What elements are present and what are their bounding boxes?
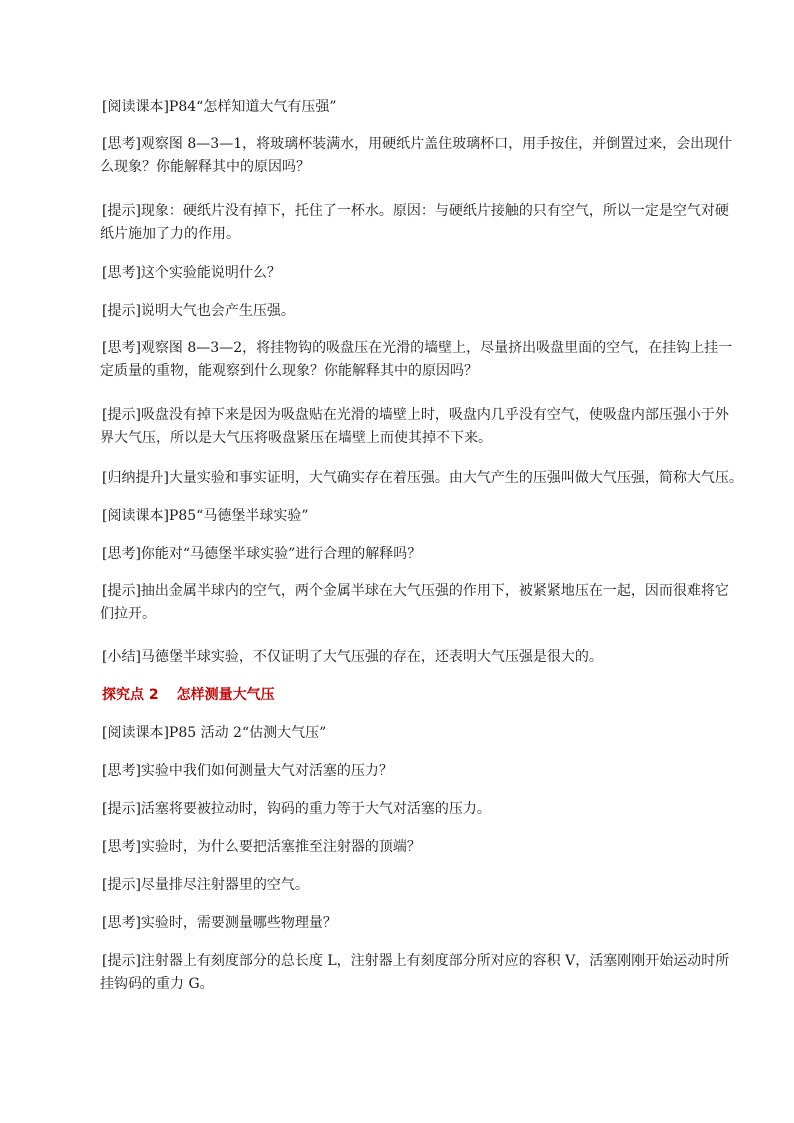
section-heading [102,684,722,707]
text-line: [提示]抽出金属半球内的空气，两个金属半球在大气压强的作用下，被紧紧地压在一起，因而很难将它 [102,583,729,599]
text-line: [归纳提升]大量实验和事实证明，大气确实存在着压强。由大气产生的压强叫做大气压强，简称大气压。 [102,470,743,486]
paragraph-hint-pressure [102,300,722,323]
paragraph-hint-paper-card [100,200,729,246]
text-line: [小结]马德堡半球实验，不仅证明了大气压强的存在，还表明大气压强是很大的。 [102,649,603,665]
paragraph-hint-magdeburg [100,580,729,626]
text-line: [提示]注射器上有刻度部分的总长度 L，注射器上有刻度部分所对应的容积 V，活塞刚刚开始运动时所 [102,953,730,969]
paragraph-read-p84 [102,96,722,119]
paragraph-think-quantities [102,912,722,935]
text-line: [思考]实验中我们如何测量大气对活塞的压力？ [102,763,393,779]
paragraph-think-push-piston [102,836,722,859]
paragraph-summary-atmospheric-pressure [102,467,743,490]
paragraph-hint-suction-cup [100,404,729,450]
text-line: 界大气压，所以是大气压将吸盘紧压在墙壁上而使其掉不下来。 [100,430,492,446]
text-line: 纸片施加了力的作用。 [100,226,240,242]
text-line: [提示]吸盘没有掉下来是因为吸盘贴在光滑的墙壁上时，吸盘内几乎没有空气，使吸盘内部压强小于外 [102,407,729,423]
text-line: [提示]活塞将要被拉动时，钩码的重力等于大气对活塞的压力。 [102,801,491,817]
text-line: [思考]实验时，为什么要把活塞推至注射器的顶端？ [102,839,421,855]
paragraph-read-p85 [102,505,722,528]
text-line: 挂钩码的重力 G。 [100,976,214,992]
text-line: [阅读课本]P85“马德堡半球实验” [102,508,309,524]
paragraph-think-fig-8-3-2 [100,337,733,383]
paragraph-think-fig-8-3-1 [100,133,733,179]
text-line: [提示]说明大气也会产生压强。 [102,303,295,319]
text-line: [思考]实验时，需要测量哪些物理量？ [102,915,337,931]
text-line: [提示]现象：硬纸片没有掉下，托住了一杯水。原因：与硬纸片接触的只有空气，所以一定是空气对硬 [102,203,729,219]
text-line: [思考]观察图 8—3—1，将玻璃杯装满水，用硬纸片盖住玻璃杯口，用手按住，并倒置过来，会出现什 [102,136,733,152]
paragraph-hint-quantities [100,950,730,996]
text-line: [阅读课本]P84“怎样知道大气有压强” [102,99,337,115]
text-line: 么现象？你能解释其中的原因吗？ [100,159,310,175]
paragraph-conclusion-magdeburg [102,646,722,669]
paragraph-think-experiment [102,262,722,285]
paragraph-think-magdeburg [102,543,722,566]
paragraph-hint-expel-air [102,874,722,897]
section-title: 怎样测量大气压 [176,687,275,703]
paragraph-read-p85-activity [102,722,722,745]
paragraph-think-piston-force [102,760,722,783]
text-line: 们拉开。 [100,606,156,622]
section-number: 探究点 2 [102,687,159,703]
text-line: 定质量的重物，能观察到什么现象？你能解释其中的原因吗？ [100,363,478,379]
text-line: [思考]观察图 8—3—2，将挂物钩的吸盘压在光滑的墙壁上，尽量挤出吸盘里面的空气，在挂钩上挂一 [102,340,733,356]
text-line: [提示]尽量排尽注射器里的空气。 [102,877,309,893]
paragraph-hint-hook-weight [102,798,722,821]
text-line: [思考]你能对“马德堡半球实验”进行合理的解释吗？ [102,546,422,562]
text-line: [阅读课本]P85 活动 2“估测大气压” [102,725,327,741]
text-line: [思考]这个实验能说明什么？ [102,265,281,281]
